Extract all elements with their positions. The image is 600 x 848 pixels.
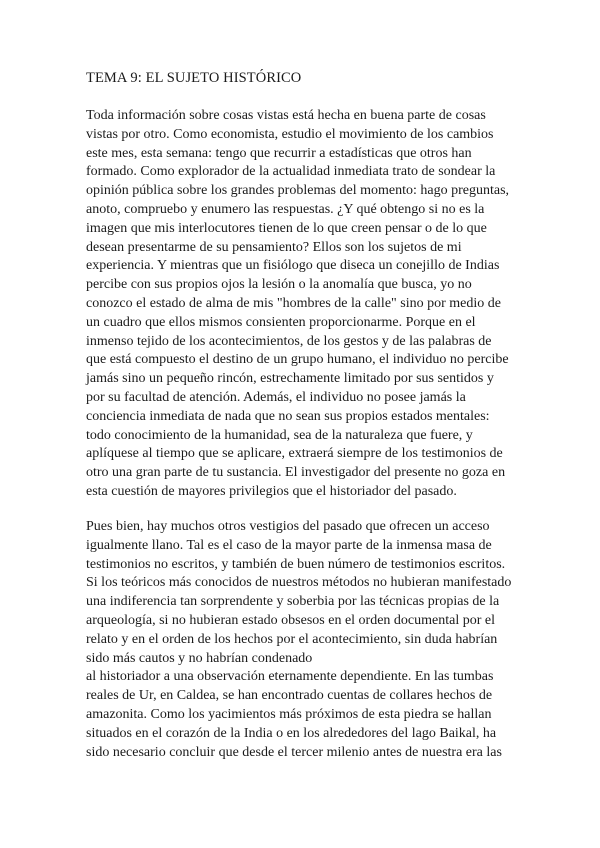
text-line: aplíquese al tiempo que se aplicare, extraerá siempre de los testimonios de: [86, 446, 503, 462]
text-line: reales de Ur, en Caldea, se han encontrado cuentas de collares hechos de: [86, 688, 493, 704]
text-line: otro una gran parte de tu sustancia. El investigador del presente no goza en: [86, 465, 506, 481]
text-line: testimonios no escritos, y también de buen número de testimonios escritos.: [86, 556, 506, 572]
text-line: al historiador a una observación eternamente dependiente. En las tumbas: [86, 669, 494, 685]
text-line: inmenso tejido de los acontecimientos, de los gestos y de las palabras de: [86, 333, 492, 349]
text-line: conozco el estado de alma de mis "hombres de la calle" sino por medio de: [86, 295, 501, 311]
text-line: igualmente llano. Tal es el caso de la mayor parte de la inmensa masa de: [86, 537, 492, 553]
text-line: imagen que mis interlocutores tienen de lo que creen pensar o de lo que: [86, 220, 487, 236]
paragraph-2: [86, 518, 511, 762]
text-line: anoto, compruebo y enumero las respuestas. ¿Y qué obtengo si no es la: [86, 201, 485, 217]
text-line: arqueología, si no hubieran estado obsesos en el orden documental por el: [86, 612, 495, 628]
text-line: experiencia. Y mientras que un fisiólogo que diseca un conejillo de Indias: [86, 258, 500, 274]
text-line: jamás sino un pequeño rincón, estrechamente limitado por sus sentidos y: [86, 371, 494, 387]
text-line: Pues bien, hay muchos otros vestigios del pasado que ofrecen un acceso: [86, 519, 490, 534]
document-title: TEMA 9: EL SUJETO HISTÓRICO: [86, 70, 302, 86]
text-line: una indiferencia tan sorprendente y soberbia por las técnicas propias de la: [86, 594, 500, 610]
paragraph-1: [86, 107, 509, 502]
text-line: formado. Como explorador de la actualidad inmediata trato de sondear la: [86, 164, 496, 180]
text-line: por su facultad de atención. Además, el individuo no posee jamás la: [86, 389, 466, 405]
text-line: todo conocimiento de la humanidad, sea de la naturaleza que fuere, y: [86, 427, 473, 443]
text-line: percibe con sus propios ojos la lesión o la anomalía que busca, yo no: [86, 277, 472, 293]
text-line: relato y en el orden de los hechos por el acontecimiento, sin duda habrían: [86, 631, 498, 647]
text-line: situados en el corazón de la India o en los alrededores del lago Baikal, ha: [86, 725, 497, 741]
text-line: esta cuestión de mayores privilegios que el historiador del pasado.: [86, 483, 457, 499]
text-line: conciencia inmediata de nada que no sean sus propios estados mentales:: [86, 408, 490, 424]
text-line: que está compuesto el destino de un grupo humano, el individuo no percibe: [86, 352, 509, 368]
text-line: sido necesario concluir que desde el tercer milenio antes de nuestra era las: [86, 744, 502, 760]
text-line: un cuadro que ellos mismos consienten proporcionarme. Porque en el: [86, 314, 476, 330]
text-line: desean presentarme de su pensamiento? Ellos son los sujetos de mi: [86, 239, 462, 255]
text-line: opinión pública sobre los grandes problemas del momento: hago preguntas,: [86, 183, 510, 199]
text-line: Toda información sobre cosas vistas está hecha en buena parte de cosas: [86, 108, 486, 123]
text-line: amazonita. Como los yacimientos más próximos de esta piedra se hallan: [86, 706, 492, 722]
text-line: este mes, esta semana: tengo que recurrir a estadísticas que otros han: [86, 145, 472, 161]
text-line: vistas por otro. Como economista, estudio el movimiento de los cambios: [86, 126, 494, 142]
text-line: Si los teóricos más conocidos de nuestros métodos no hubieran manifestado: [86, 575, 512, 591]
text-line: sido más cautos y no habrían condenado: [86, 650, 313, 666]
